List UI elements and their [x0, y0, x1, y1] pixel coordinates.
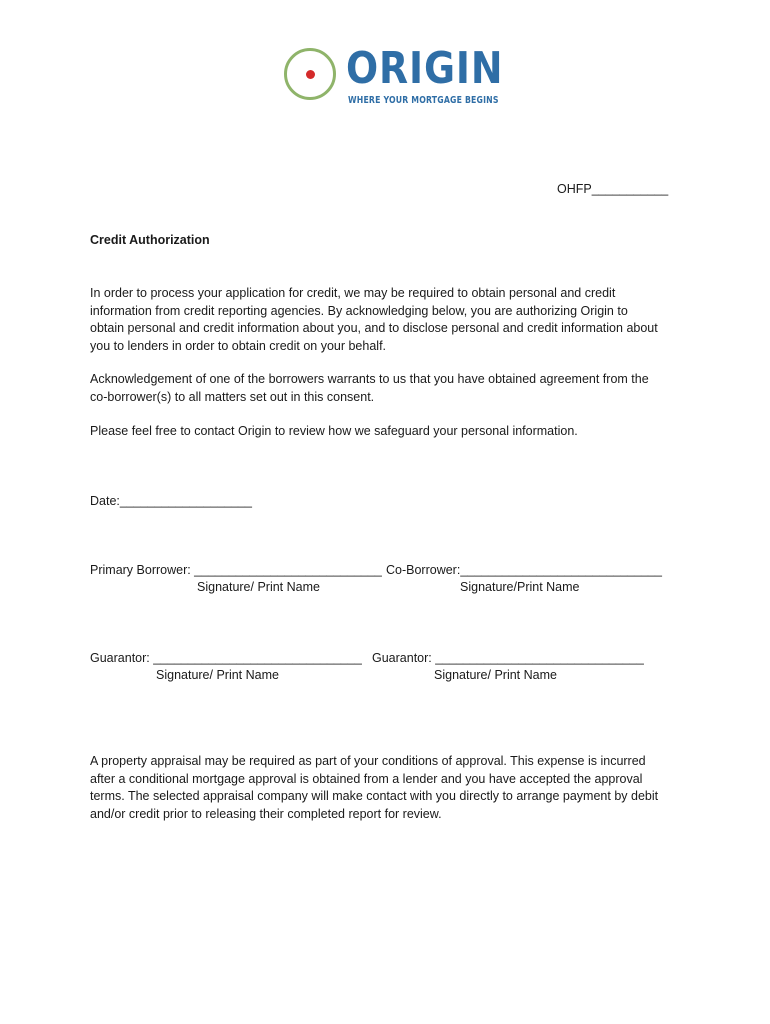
co-borrower-signature-field[interactable]: Co-Borrower:_____________________________: [386, 563, 662, 577]
acknowledgement-paragraph: [90, 371, 690, 406]
origin-logo: [284, 43, 504, 112]
paragraph-line: In order to process your application for credit, we may be required to obtain personal and credit: [90, 286, 616, 300]
paragraph-line: and/or credit prior to releasing their completed report for review.: [90, 806, 442, 821]
logo-wordmark: ORIGIN: [346, 43, 504, 94]
consent-paragraph: [90, 285, 690, 355]
primary-borrower-caption: Signature/ Print Name: [197, 580, 320, 594]
paragraph-line: Acknowledgement of one of the borrowers warrants to us that you have obtained agreement from the: [90, 372, 649, 386]
document-title: Credit Authorization: [90, 233, 210, 247]
paragraph-line: A property appraisal may be required as part of your conditions of approval. This expense is incurred: [90, 754, 646, 768]
guarantor-2-caption: Signature/ Print Name: [434, 668, 557, 682]
contact-paragraph: [90, 423, 690, 441]
date-field[interactable]: Date:___________________: [90, 494, 252, 508]
appraisal-paragraph: [90, 753, 690, 823]
guarantor-1-signature-field[interactable]: Guarantor: ______________________________: [90, 651, 362, 665]
co-borrower-caption: Signature/Print Name: [460, 580, 580, 594]
paragraph-line: you to lenders in order to obtain credit on your behalf.: [90, 338, 387, 353]
form-code-field[interactable]: OHFP___________: [557, 182, 669, 196]
paragraph-line: information from credit reporting agencies. By acknowledging below, you are authorizing Origin to: [90, 303, 628, 318]
paragraph-line: after a conditional mortgage approval is obtained from a lender and you have accepted the approval: [90, 771, 643, 786]
guarantor-2-signature-field[interactable]: Guarantor: ______________________________: [372, 651, 644, 665]
primary-borrower-signature-field[interactable]: Primary Borrower: ___________________________: [90, 563, 382, 577]
paragraph-line: Please feel free to contact Origin to review how we safeguard your personal information.: [90, 424, 578, 438]
guarantor-1-caption: Signature/ Print Name: [156, 668, 279, 682]
logo-tagline: WHERE YOUR MORTGAGE BEGINS: [348, 95, 499, 106]
paragraph-line: obtain personal and credit information about you, and to disclose personal and credit information about: [90, 321, 658, 335]
paragraph-line: terms. The selected appraisal company will make contact with you directly to arrange payment by debit: [90, 789, 659, 803]
logo-dot-icon: [306, 70, 315, 79]
paragraph-line: co-borrower(s) to all matters set out in this consent.: [90, 389, 375, 404]
